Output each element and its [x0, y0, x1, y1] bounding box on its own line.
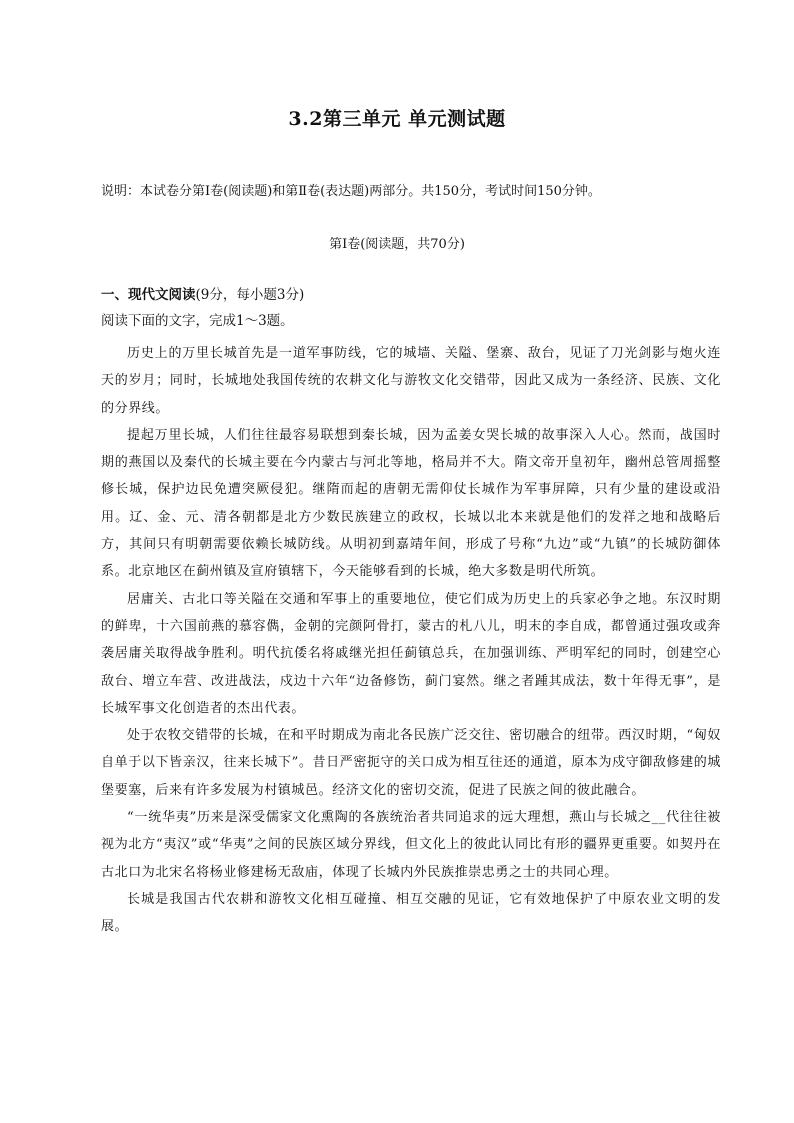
passage-paragraph: 长城是我国古代农耕和游牧文化相互碰撞、相互交融的见证，它有效地保护了中原农业文明的发展。	[101, 891, 721, 935]
page-title: 3.2第三单元 单元测试题	[288, 108, 506, 130]
passage-paragraph: 处于农牧交错带的长城，在和平时期成为南北各民族广泛交往、密切融合的纽带。西汉时期，“匈奴自单于以下皆亲汉，往来长城下”。昔日严密扼守的关口成为相互往还的通道，原本为戍守御敌修建的城堡要塞，后来有许多发展为村镇城邑。经济文化的密切交流，促进了民族之间的彼此融合。	[101, 728, 721, 798]
passage-paragraph: “一统华夷”历来是深受儒家文化熏陶的各族统治者共同追求的远大理想，燕山与长城之__代往往被视为北方“夷汉”或“华夷”之间的民族区域分界线，但文化上的彼此认同比有形的疆界更重要。如契丹在古北口为北宋名将杨业修建杨无敌庙，体现了长城内外民族推崇忠勇之士的共同心理。	[101, 810, 721, 880]
reading-passage	[101, 340, 721, 941]
section-score: (9分，每小题3分)	[195, 287, 305, 303]
section-label: 一、现代文阅读	[101, 287, 196, 303]
part-title: 第Ⅰ卷(阅读题，共70分)	[329, 237, 465, 252]
exam-note: 说明：本试卷分第Ⅰ卷(阅读题)和第Ⅱ卷(表达题)两部分。共150分，考试时间150分钟。	[101, 184, 601, 199]
reading-instruction: 阅读下面的文字，完成1～3题。	[101, 313, 294, 329]
passage-paragraph: 提起万里长城，人们往往最容易联想到秦长城，因为孟姜女哭长城的故事深入人心。然而，战国时期的燕国以及秦代的长城主要在今内蒙古与河北等地，格局并不大。隋文帝开皇初年，幽州总管周摇整修长城，保护边民免遭突厥侵犯。继隋而起的唐朝无需仰仗长城作为军事屏障，只有少量的建设或沿用。辽、金、元、清各朝都是北方少数民族建立的政权，长城以北本来就是他们的发祥之地和战略后方，其间只有明朝需要依赖长城防线。从明初到嘉靖年间，形成了号称“九边”或“九镇”的长城防御体系。北京地区在蓟州镇及宣府镇辖下，今天能够看到的长城，绝大多数是明代所筑。	[101, 427, 721, 580]
passage-paragraph: 居庸关、古北口等关隘在交通和军事上的重要地位，使它们成为历史上的兵家必争之地。东汉时期的鲜卑，十六国前燕的慕容儁，金朝的完颜阿骨打，蒙古的札八儿，明末的李自成，都曾通过强攻或奔袭居庸关取得战争胜利。明代抗倭名将戚继光担任蓟镇总兵，在加强训练、严明军纪的同时，创建空心敌台、增立车营、改进战法，戍边十六年“边备修饬，蓟门宴然。继之者踵其成法，数十年得无事”，是长城军事文化创造者的杰出代表。	[101, 591, 721, 716]
section-heading	[101, 283, 304, 303]
passage-paragraph: 历史上的万里长城首先是一道军事防线，它的城墙、关隘、堡寨、敌台，见证了刀光剑影与炮火连天的岁月；同时，长城地处我国传统的农耕文化与游牧文化交错带，因此又成为一条经济、民族、文化的分界线。	[101, 346, 721, 416]
